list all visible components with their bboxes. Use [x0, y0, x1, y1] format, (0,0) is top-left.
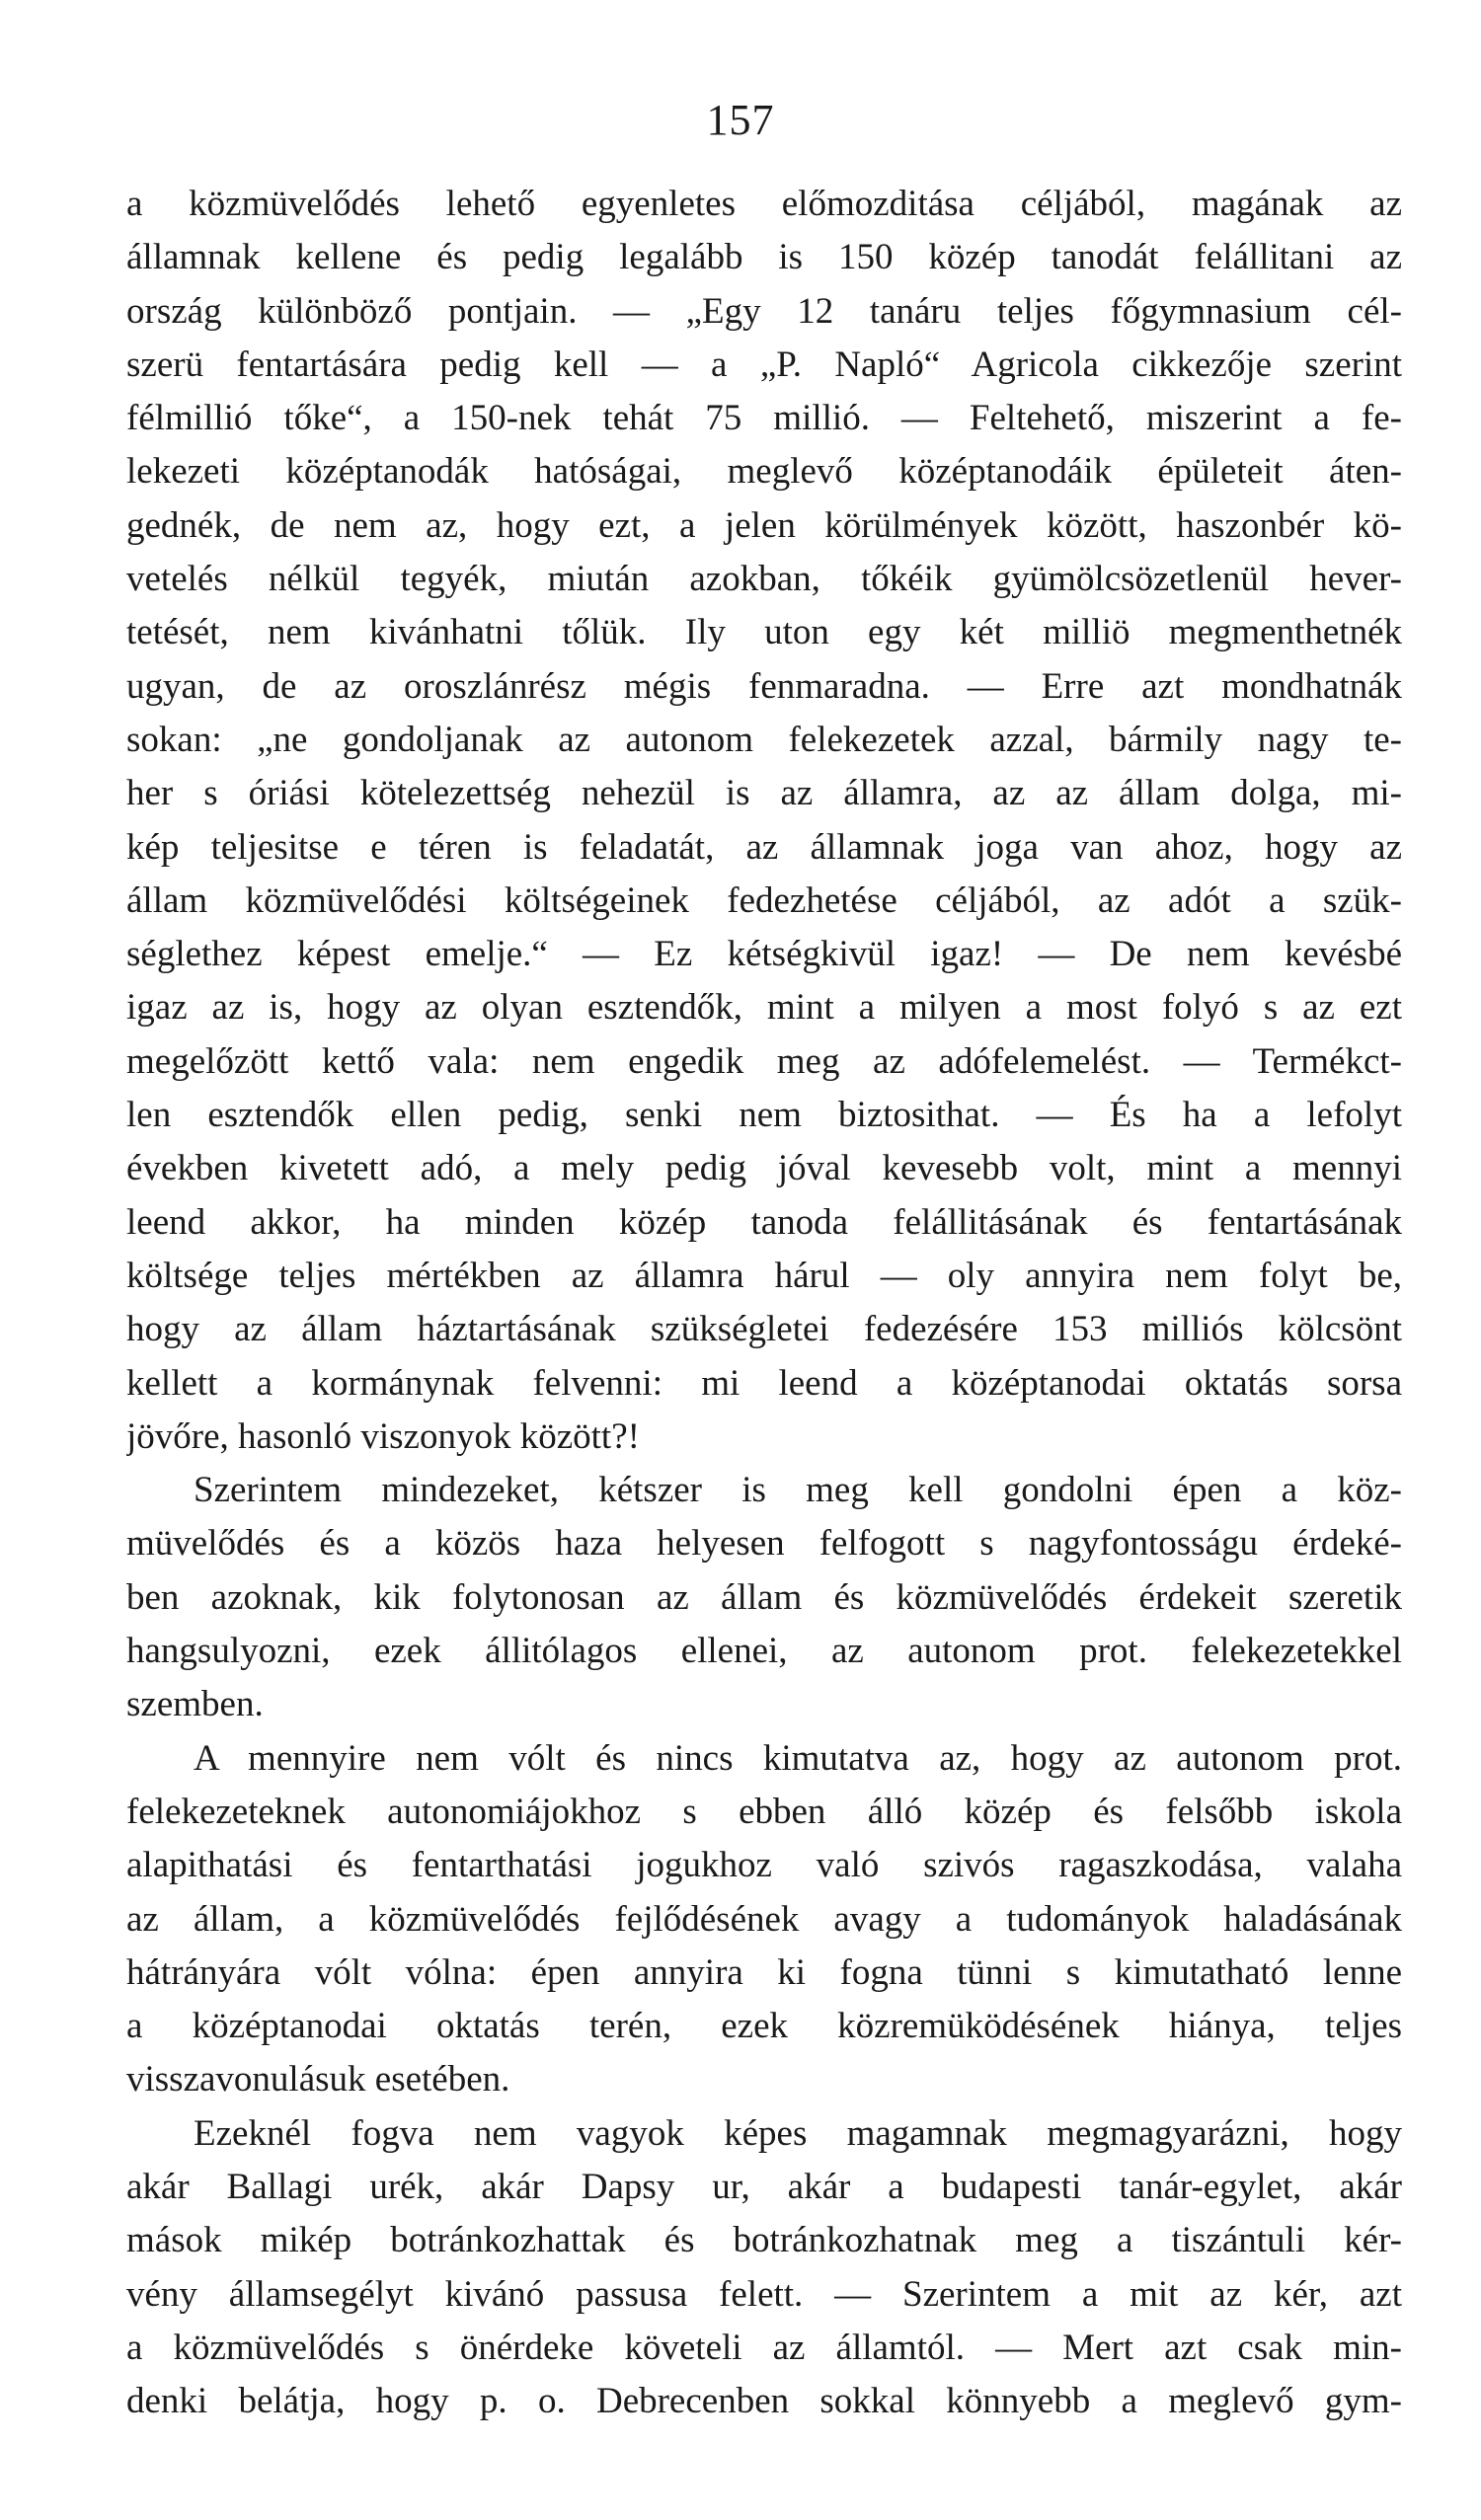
text-line: az állam, a közmüvelődés fejlődésének avagy a tudományok haladásának	[126, 1898, 1402, 1940]
text-line: mások mikép botránkozhattak és botránkozhatnak meg a tiszántuli kér-	[126, 2220, 1402, 2261]
text-line: gednék, de nem az, hogy ezt, a jelen körülmények között, haszonbér kö-	[126, 504, 1402, 546]
text-line: ugyan, de az oroszlánrész mégis fenmaradna. — Erre azt mondhatnák	[126, 665, 1402, 707]
text-line: hangsulyozni, ezek állitólagos ellenei, az autonom prot. felekezetekkel	[126, 1631, 1402, 1672]
text-line: igaz az is, hogy az olyan esztendők, mint a milyen a most folyó s az ezt	[126, 987, 1402, 1029]
text-line: séglethez képest emelje.“ — Ez kétségkivül igaz! — De nem kevésbé	[126, 934, 1402, 975]
text-line: len esztendők ellen pedig, senki nem biztosithat. — És ha a lefolyt	[126, 1095, 1402, 1136]
text-line: tetését, nem kivánhatni tőlük. Ily uton egy két milliö megmenthetnék	[126, 612, 1402, 653]
text-line: hátrányára vólt vólna: épen annyira ki fogna tünni s kimutatható lenne	[126, 1951, 1402, 1993]
text-line: jövőre, hasonló viszonyok között?!	[126, 1415, 640, 1457]
text-line: visszavonulásuk esetében.	[126, 2059, 510, 2100]
text-line: ország különböző pontjain. — „Egy 12 tanáru teljes főgymnasium cél-	[126, 290, 1402, 332]
text-line: Szerintem mindezeket, kétszer is meg kell gondolni épen a köz-	[194, 1470, 1402, 1511]
text-line: A mennyire nem vólt és nincs kimutatva az, hogy az autonom prot.	[194, 1737, 1402, 1779]
text-line: ben azoknak, kik folytonosan az állam és közmüvelődés érdekeit szeretik	[126, 1576, 1402, 1618]
text-line: her s óriási kötelezettség nehezül is az államra, az az állam dolga, mi-	[126, 773, 1402, 814]
text-line: szerü fentartására pedig kell — a „P. Napló“ Agricola cikkezője szerint	[126, 344, 1402, 385]
text-line: állam közmüvelődési költségeinek fedezhetése céljából, az adót a szük-	[126, 879, 1402, 921]
text-line: müvelődés és a közös haza helyesen felfogott s nagyfontosságu érdeké-	[126, 1523, 1402, 1565]
text-line: felekezeteknek autonomiájokhoz s ebben álló közép és felsőbb iskola	[126, 1791, 1402, 1832]
text-line: a középtanodai oktatás terén, ezek közremüködésének hiánya, teljes	[126, 2006, 1402, 2047]
text-line: a közmüvelődés lehető egyenletes előmozditása céljából, magának az	[126, 184, 1402, 224]
text-line: leend akkor, ha minden közép tanoda felállitásának és fentartásának	[126, 1201, 1402, 1243]
text-line: költsége teljes mértékben az államra hárul — oly annyira nem folyt be,	[126, 1255, 1402, 1296]
text-line: években kivetett adó, a mely pedig jóval kevesebb volt, mint a mennyi	[126, 1148, 1402, 1189]
page-number: 157	[706, 96, 775, 144]
text-line: lekezeti középtanodák hatóságai, meglevő középtanodáik épületeit áten-	[126, 451, 1402, 493]
text-line: vetelés nélkül tegyék, miután azokban, tőkéik gyümölcsözetlenül hever-	[126, 559, 1402, 600]
text-line: a közmüvelődés s önérdeke követeli az államtól. — Mert azt csak min-	[126, 2327, 1402, 2368]
text-line: félmillió tőke“, a 150-nek tehát 75 millió. — Feltehető, miszerint a fe-	[126, 398, 1402, 439]
text-line: sokan: „ne gondoljanak az autonom felekezetek azzal, bármily nagy te-	[126, 719, 1402, 760]
text-line: megelőzött kettő vala: nem engedik meg az adófelemelést. — Termékct-	[126, 1040, 1402, 1082]
text-line: denki belátja, hogy p. o. Debrecenben sokkal könnyebb a meglevő gym-	[126, 2381, 1402, 2422]
body-text	[126, 178, 1402, 2428]
text-line: akár Ballagi urék, akár Dapsy ur, akár a budapesti tanár-egylet, akár	[126, 2166, 1402, 2207]
text-line: kellett a kormánynak felvenni: mi leend a középtanodai oktatás sorsa	[126, 1362, 1402, 1404]
text-line: hogy az állam háztartásának szükségletei fedezésére 153 milliós kölcsönt	[126, 1309, 1402, 1350]
text-line: alapithatási és fentarthatási jogukhoz való szivós ragaszkodása, valaha	[126, 1845, 1402, 1886]
text-line: államnak kellene és pedig legalább is 150 közép tanodát felállitani az	[126, 237, 1402, 278]
text-line: szemben.	[126, 1684, 264, 1725]
text-line: vény államsegélyt kivánó passusa felett. — Szerintem a mit az kér, azt	[126, 2273, 1402, 2315]
text-line: Ezeknél fogva nem vagyok képes magamnak megmagyarázni, hogy	[194, 2112, 1402, 2154]
text-line: kép teljesitse e téren is feladatát, az államnak joga van ahoz, hogy az	[126, 826, 1402, 868]
